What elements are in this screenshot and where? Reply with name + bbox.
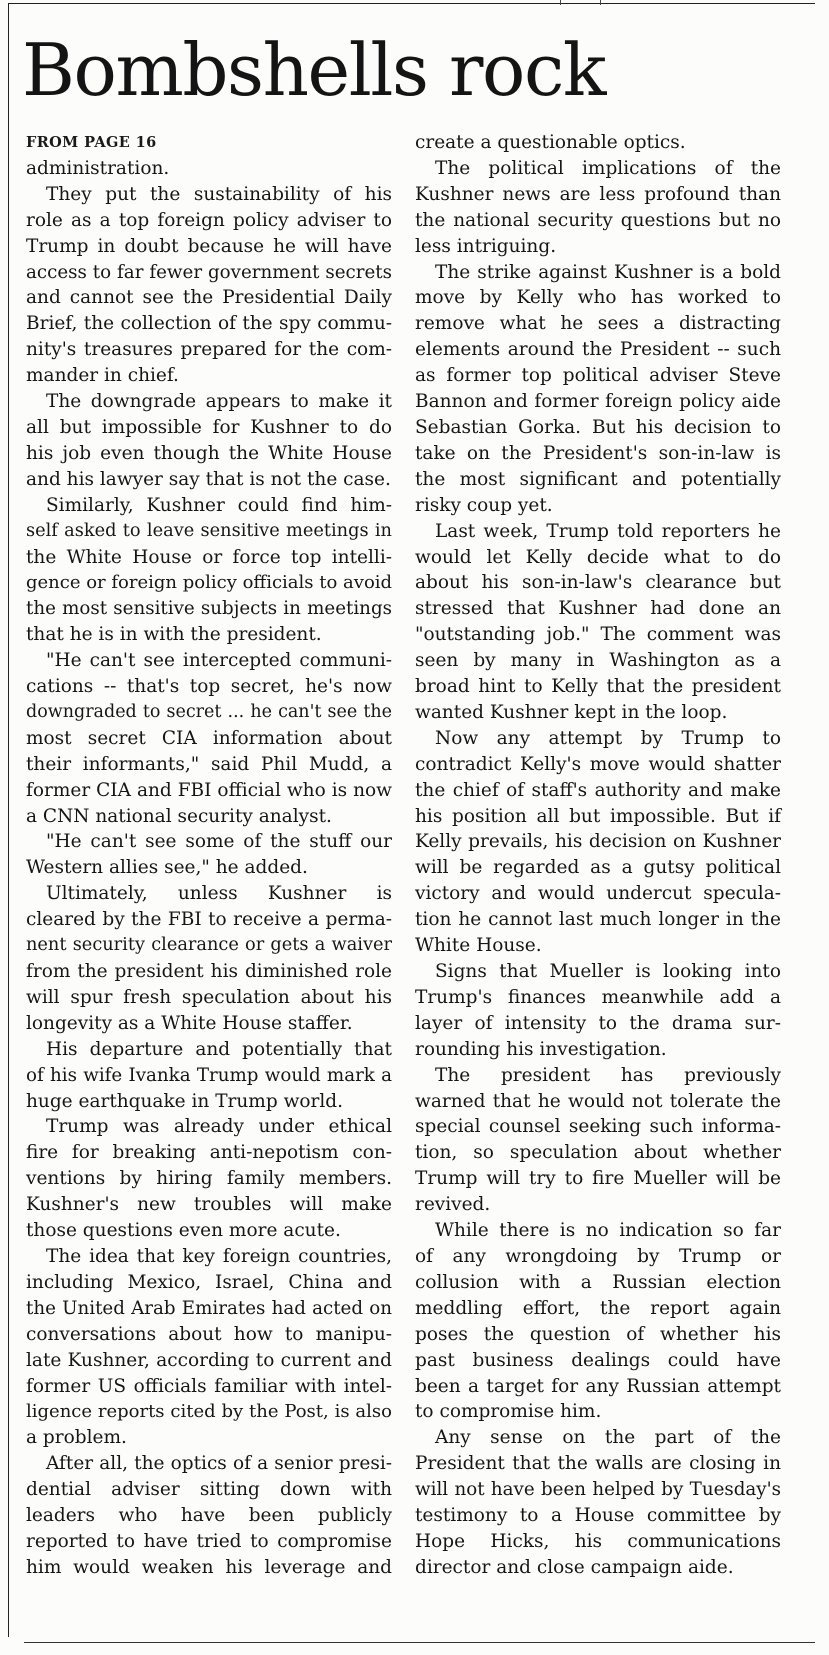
- text-line: The president has previously: [435, 1064, 781, 1086]
- text-line: take on the President's son-in-law is: [415, 442, 781, 464]
- text-line: Similarly, Kushner could find him-: [46, 494, 392, 516]
- text-line: create a questionable optics.: [415, 132, 686, 153]
- text-line: the most significant and potentially: [415, 468, 781, 490]
- text-line: Signs that Mueller is looking into: [435, 961, 781, 982]
- text-line: about his son-in-law's clearance but: [415, 572, 781, 594]
- text-line: rounding his investigation.: [415, 1038, 667, 1060]
- text-line: cations -- that's top secret, he's now: [26, 676, 392, 698]
- text-line: gence or foreign policy officials to avoid: [26, 572, 393, 594]
- text-line: would let Kelly decide what to do: [415, 546, 781, 568]
- text-line: downgraded to secret ... he can't see the: [26, 701, 392, 722]
- text-line: including Mexico, Israel, China and: [26, 1271, 392, 1293]
- text-line: as former top political adviser Steve: [415, 365, 781, 387]
- text-line: his job even though the White House: [26, 442, 392, 464]
- text-line: most secret CIA information about: [26, 727, 392, 749]
- text-line: White House.: [415, 935, 542, 957]
- text-line: that he is in with the president.: [26, 624, 322, 646]
- text-line: nity's treasures prepared for the com-: [26, 339, 392, 361]
- top-edge-mark: [600, 0, 601, 5]
- text-line: collusion with a Russian election: [415, 1271, 781, 1293]
- text-line: self asked to leave sensitive meetings in: [26, 520, 392, 541]
- text-line: Trump will try to fire Mueller will be: [415, 1168, 781, 1190]
- text-line: administration.: [26, 157, 170, 179]
- left-border-rule: [8, 3, 9, 1637]
- text-line: testimony to a House committee by: [415, 1505, 781, 1527]
- text-line: to compromise him.: [415, 1401, 602, 1423]
- text-line: move by Kelly who has worked to: [415, 287, 781, 309]
- text-line: and his lawyer say that is not the case.: [26, 468, 391, 490]
- text-line: the national security questions but no: [415, 209, 781, 231]
- text-line: Hope Hicks, his communications: [415, 1530, 781, 1552]
- text-line: Trump's finances meanwhile add a: [415, 986, 781, 1008]
- text-line: victory and would undercut specula-: [415, 883, 781, 905]
- text-line: They put the sustainability of his: [46, 183, 392, 205]
- text-line: special counsel seeking such informa-: [415, 1116, 781, 1138]
- text-line: "He can't see some of the stuff our: [46, 831, 392, 853]
- text-line: of any wrongdoing by Trump or: [415, 1245, 781, 1267]
- text-line: His departure and potentially that: [46, 1038, 392, 1060]
- text-line: risky coup yet.: [415, 494, 553, 516]
- text-line: Sebastian Gorka. But his decision to: [415, 416, 781, 438]
- text-line: Brief, the collection of the spy commu-: [26, 313, 392, 335]
- text-line: Now any attempt by Trump to: [435, 727, 781, 749]
- text-line: access to far fewer government secrets: [26, 261, 392, 283]
- text-line: will spur fresh speculation about his: [26, 986, 392, 1008]
- text-line: wanted Kushner kept in the loop.: [415, 701, 728, 723]
- text-line: "He can't see intercepted communi-: [46, 650, 392, 672]
- text-line: late Kushner, according to current and: [26, 1349, 392, 1371]
- text-line: President that the walls are closing in: [415, 1453, 781, 1475]
- text-line: "outstanding job." The comment was: [415, 624, 781, 646]
- text-line: conversations about how to manipu-: [26, 1323, 392, 1345]
- text-line: cleared by the FBI to receive a perma-: [26, 909, 392, 931]
- text-line: director and close campaign aide.: [415, 1556, 734, 1578]
- text-line: Kushner news are less profound than: [415, 183, 781, 205]
- article-column-right: [415, 130, 781, 1581]
- text-line: leaders who have been publicly: [26, 1505, 392, 1527]
- text-line: Any sense on the part of the: [435, 1427, 781, 1449]
- bottom-border-rule: [24, 1642, 815, 1643]
- text-line: their informants," said Phil Mudd, a: [26, 753, 392, 775]
- text-line: The idea that key foreign countries,: [46, 1245, 392, 1267]
- headline: Bombshells rock: [22, 28, 606, 112]
- text-line: tion he cannot last much longer in the: [415, 909, 781, 931]
- text-line: Last week, Trump told reporters he: [435, 520, 781, 542]
- text-line: mander in chief.: [26, 365, 179, 387]
- text-line: of his wife Ivanka Trump would mark a: [26, 1064, 392, 1086]
- text-line: huge earthquake in Trump world.: [26, 1090, 344, 1112]
- text-line: Trump in doubt because he will have: [26, 235, 392, 257]
- text-line: the most sensitive subjects in meetings: [26, 598, 392, 620]
- text-line: seen by many in Washington as a: [415, 650, 781, 672]
- text-line: less intriguing.: [415, 235, 557, 257]
- text-line: role as a top foreign policy adviser to: [26, 209, 392, 231]
- text-line: all but impossible for Kushner to do: [26, 416, 392, 438]
- text-line: the chief of staff's authority and make: [415, 779, 781, 801]
- text-line: contradict Kelly's move would shatter: [415, 753, 781, 775]
- text-line: former US officials familiar with intel-: [26, 1375, 392, 1397]
- text-line: will not have been helped by Tuesday's: [415, 1479, 781, 1501]
- text-line: tion, so speculation about whether: [415, 1142, 781, 1164]
- text-line: After all, the optics of a senior presi-: [46, 1453, 392, 1475]
- text-line: Bannon and former foreign policy aide: [415, 391, 781, 413]
- text-line: longevity as a White House staffer.: [26, 1012, 353, 1034]
- text-line: stressed that Kushner had done an: [415, 598, 781, 620]
- text-line: layer of intensity to the drama sur-: [415, 1012, 781, 1034]
- text-line: warned that he would not tolerate the: [415, 1090, 781, 1112]
- text-line: The political implications of the: [435, 157, 781, 179]
- text-line: reported to have tried to compromise: [26, 1530, 392, 1552]
- text-line: ligence reports cited by the Post, is also: [26, 1401, 392, 1423]
- text-line: remove what he sees a distracting: [415, 313, 781, 335]
- text-line: dential adviser sitting down with: [26, 1479, 392, 1501]
- text-line: a problem.: [26, 1427, 127, 1449]
- text-line: meddling effort, the report again: [415, 1297, 781, 1319]
- jump-line: FROM PAGE 16: [26, 134, 157, 151]
- text-line: Trump was already under ethical: [46, 1116, 392, 1138]
- text-line: Kelly prevails, his decision on Kushner: [415, 831, 781, 853]
- top-border-rule: [8, 3, 815, 4]
- text-line: Western allies see," he added.: [26, 857, 308, 879]
- text-line: will be regarded as a gutsy political: [415, 857, 781, 879]
- text-line: the United Arab Emirates had acted on: [26, 1297, 392, 1319]
- text-line: a CNN national security analyst.: [26, 805, 332, 827]
- text-line: Kushner's new troubles will make: [26, 1194, 392, 1216]
- text-line: The downgrade appears to make it: [46, 391, 392, 413]
- text-line: poses the question of whether his: [415, 1323, 781, 1345]
- text-line: past business dealings could have: [415, 1349, 781, 1371]
- text-line: been a target for any Russian attempt: [415, 1375, 781, 1397]
- text-line: nent security clearance or gets a waiver: [26, 935, 392, 956]
- text-line: him would weaken his leverage and: [26, 1556, 392, 1578]
- text-line: elements around the President -- such: [415, 339, 781, 361]
- text-line: fire for breaking anti-nepotism con-: [26, 1142, 392, 1164]
- text-line: The strike against Kushner is a bold: [435, 261, 781, 283]
- text-line: former CIA and FBI official who is now: [26, 779, 392, 801]
- text-line: revived.: [415, 1194, 491, 1216]
- text-line: from the president his diminished role: [26, 961, 392, 982]
- text-line: and cannot see the Presidential Daily: [26, 287, 392, 309]
- text-line: those questions even more acute.: [26, 1220, 341, 1242]
- text-line: the White House or force top intelli-: [26, 546, 392, 568]
- article-column-left: [26, 130, 392, 1581]
- text-line: While there is no indication so far: [435, 1220, 781, 1242]
- text-line: Ultimately, unless Kushner is: [46, 883, 392, 905]
- text-line: broad hint to Kelly that the president: [415, 676, 781, 698]
- text-line: ventions by hiring family members.: [26, 1168, 392, 1190]
- text-line: his position all but impossible. But if: [415, 805, 781, 827]
- top-edge-mark: [560, 0, 561, 5]
